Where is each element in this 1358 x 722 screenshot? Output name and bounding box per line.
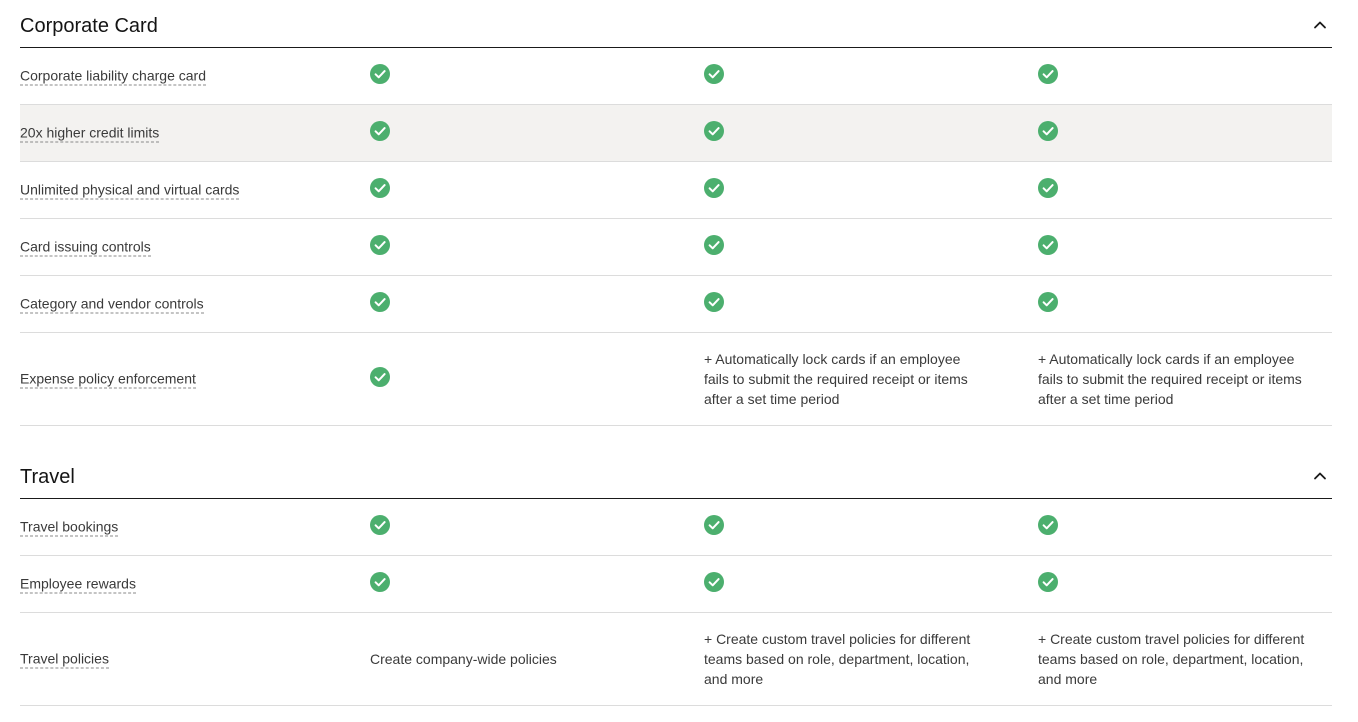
feature-row xyxy=(20,556,1332,613)
check-circle-icon xyxy=(370,178,390,198)
section-header[interactable] xyxy=(20,451,1332,499)
feature-label[interactable]: Employee rewards xyxy=(20,575,136,592)
plan-cell xyxy=(1038,613,1332,705)
feature-label[interactable]: Expense policy enforcement xyxy=(20,370,196,387)
plan-cell-text: + Automatically lock cards if an employee fails to submit the required receipt or items after a set time period xyxy=(704,351,968,407)
plan-cell xyxy=(370,276,670,332)
check-circle-icon xyxy=(704,64,724,84)
check-circle-icon xyxy=(704,178,724,198)
check-circle-icon xyxy=(1038,121,1058,141)
plan-cell xyxy=(370,499,670,555)
check-circle-icon xyxy=(370,292,390,312)
plan-cell xyxy=(704,219,1004,275)
plan-cell-text: + Create custom travel policies for different teams based on role, department, location, and more xyxy=(1038,631,1305,687)
plan-cell-text: + Create custom travel policies for different teams based on role, department, location, and more xyxy=(704,631,971,687)
feature-row xyxy=(20,613,1332,706)
check-circle-icon xyxy=(370,572,390,592)
feature-row xyxy=(20,276,1332,333)
check-circle-icon xyxy=(370,367,390,387)
plan-cell xyxy=(370,613,670,705)
plan-cell xyxy=(1038,556,1332,612)
plan-cell xyxy=(1038,105,1332,161)
plan-cell xyxy=(704,105,1004,161)
check-circle-icon xyxy=(370,515,390,535)
plan-cell xyxy=(1038,499,1332,555)
plan-cell xyxy=(704,556,1004,612)
check-circle-icon xyxy=(704,572,724,592)
plan-cell xyxy=(704,333,1004,425)
plan-cell xyxy=(370,162,670,218)
plan-cell xyxy=(370,333,670,425)
plan-cell xyxy=(370,105,670,161)
plan-cell xyxy=(704,499,1004,555)
feature-row xyxy=(20,105,1332,162)
plan-cell xyxy=(1038,333,1332,425)
plan-cell xyxy=(1038,219,1332,275)
plan-cell xyxy=(370,48,670,104)
feature-label[interactable]: Travel bookings xyxy=(20,518,119,535)
plan-cell xyxy=(704,276,1004,332)
plan-cell-text: Create company-wide policies xyxy=(370,651,557,667)
feature-label[interactable]: Travel policies xyxy=(20,650,109,667)
check-circle-icon xyxy=(704,292,724,312)
check-circle-icon xyxy=(1038,572,1058,592)
plan-cell xyxy=(704,48,1004,104)
feature-label[interactable]: 20x higher credit limits xyxy=(20,124,160,141)
feature-label[interactable]: Corporate liability charge card xyxy=(20,67,206,84)
plan-cell xyxy=(370,556,670,612)
check-circle-icon xyxy=(1038,235,1058,255)
check-circle-icon xyxy=(1038,178,1058,198)
feature-row xyxy=(20,162,1332,219)
check-circle-icon xyxy=(704,121,724,141)
check-circle-icon xyxy=(704,235,724,255)
plan-cell xyxy=(370,219,670,275)
chevron-up-icon[interactable] xyxy=(1312,468,1328,484)
plan-cell xyxy=(1038,162,1332,218)
feature-row xyxy=(20,219,1332,276)
feature-row xyxy=(20,333,1332,426)
feature-row xyxy=(20,499,1332,556)
check-circle-icon xyxy=(370,121,390,141)
plan-cell xyxy=(704,162,1004,218)
feature-row xyxy=(20,48,1332,105)
section-header[interactable] xyxy=(20,0,1332,48)
section-title: Corporate Card xyxy=(20,15,158,37)
section-travel xyxy=(20,451,1332,706)
feature-label[interactable]: Unlimited physical and virtual cards xyxy=(20,181,240,198)
check-circle-icon xyxy=(370,235,390,255)
check-circle-icon xyxy=(1038,64,1058,84)
feature-label[interactable]: Category and vendor controls xyxy=(20,295,204,312)
section-title: Travel xyxy=(20,466,75,488)
section-corporate-card xyxy=(20,0,1332,426)
check-circle-icon xyxy=(370,64,390,84)
plan-cell-text: + Automatically lock cards if an employee fails to submit the required receipt or items after a set time period xyxy=(1038,351,1302,407)
check-circle-icon xyxy=(704,515,724,535)
plan-cell xyxy=(704,613,1004,705)
check-circle-icon xyxy=(1038,515,1058,535)
feature-label[interactable]: Card issuing controls xyxy=(20,238,151,255)
check-circle-icon xyxy=(1038,292,1058,312)
plan-cell xyxy=(1038,276,1332,332)
plan-cell xyxy=(1038,48,1332,104)
chevron-up-icon[interactable] xyxy=(1312,17,1328,33)
